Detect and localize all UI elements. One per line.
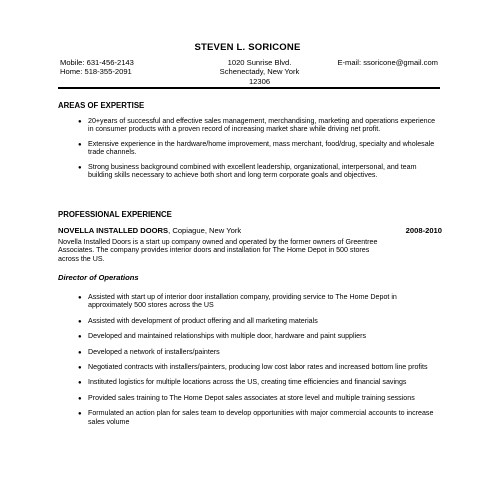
job-header — [58, 226, 442, 235]
list-item: ● Provided sales training to The Home Depot sales associates at store level and multiple training sessions — [78, 393, 415, 402]
list-item: ● Developed and maintained relationships with multiple door, hardware and paint suppliers — [78, 332, 367, 341]
bullet-icon: ● — [78, 295, 82, 301]
list-item: ● Instituted logistics for multiple locations across the US, creating time efficiencies and financial savings — [78, 378, 407, 387]
email-address: E-mail: ssoricone@gmail.com — [337, 58, 438, 67]
list-item: ● Strong business background combined with excellent leadership, organizational, interpersonal, and team building skills necessary to achieve both short and long term corporate goals and objectives. — [78, 162, 417, 180]
list-item: ● 20+years of successful and effective sales management, merchandising, marketing and operations experience in consumer products with a proven record of increasing market share while driving net profit. — [78, 117, 436, 134]
list-item: ● Extensive experience in the hardware/home improvement, mass merchant, food/drug, specialty and wholesale trade channels. — [78, 139, 435, 157]
mobile-phone: Mobile: 631-456-2143 — [60, 58, 134, 67]
list-item: ● Assisted with development of product offering and all marketing materials — [78, 316, 318, 325]
home-phone: Home: 518-355-2091 — [60, 67, 132, 77]
bullet-icon: ● — [78, 395, 82, 402]
bullet-icon: ● — [78, 119, 82, 125]
email-block — [337, 58, 438, 67]
company-description: Novella Installed Doors is a start up company owned and operated by the former owners of Greentree Associates. The company provides interior doors and installation for The Home Depot in 500 stores across the US. — [58, 238, 378, 263]
list-item: ● Developed a network of installers/painters — [78, 347, 220, 356]
bullet-icon: ● — [78, 365, 82, 372]
address-street: 1020 Sunrise Blvd. — [227, 58, 292, 67]
bullet-icon: ● — [78, 411, 82, 418]
address-zip: 12306 — [248, 76, 271, 86]
header-divider — [58, 87, 440, 89]
expertise-list — [58, 117, 442, 179]
list-item: ● Negotiated contracts with installers/painters, producing low cost labor rates and increased bottom line profits — [78, 363, 428, 372]
bullet-icon: ● — [78, 380, 82, 387]
experience-heading: PROFESSIONAL EXPERIENCE — [58, 210, 172, 219]
job-dates: 2008-2010 — [405, 226, 442, 235]
list-item: ● Formulated an action plan for sales team to develop opportunities with major commercial accounts to increase sales volume — [78, 409, 434, 426]
company-name: NOVELLA INSTALLED DOORS — [58, 226, 169, 235]
job-title: Director of Operations — [58, 273, 139, 282]
bullet-icon: ● — [78, 349, 82, 356]
bullet-icon: ● — [78, 164, 82, 171]
candidate-name: STEVEN L. SORICONE — [194, 42, 301, 53]
address-city: Schenectady, New York — [219, 67, 300, 77]
bullet-icon: ● — [78, 334, 82, 341]
bullet-icon: ● — [78, 318, 82, 325]
expertise-heading: AREAS OF EXPERTISE — [58, 101, 145, 110]
bullet-icon: ● — [78, 141, 82, 148]
list-item: ● Assisted with start up of interior door installation company, providing service to The Home Depot in approximately 500 stores across the US — [78, 293, 397, 310]
duties-list — [58, 293, 442, 426]
company-location: , Copiague, New York — [168, 226, 242, 235]
